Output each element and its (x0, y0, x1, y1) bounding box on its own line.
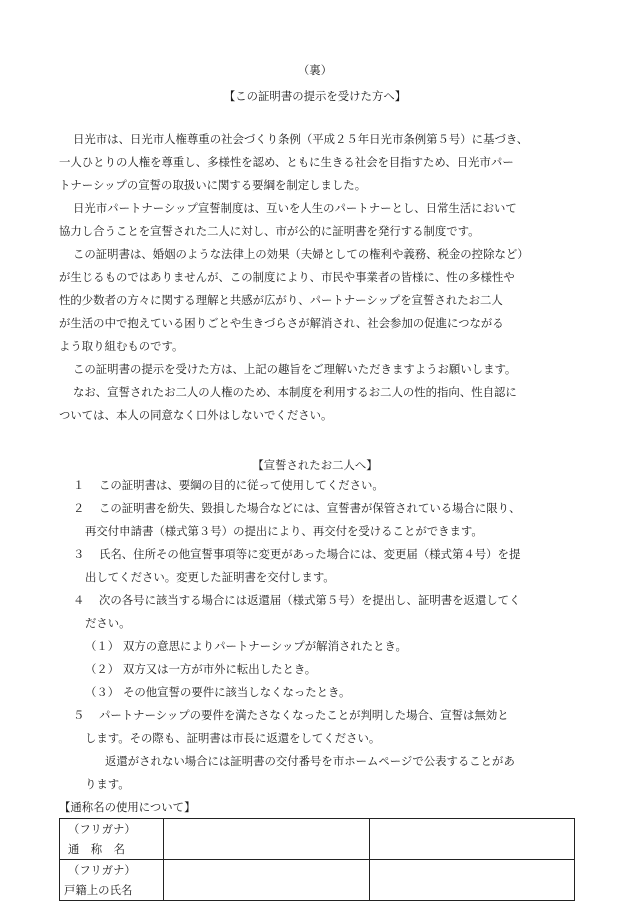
item-text: 双方の意思によりパートナーシップが解消されたとき。 (123, 639, 407, 653)
text-line: 返還がされない場合には証明書の交付番号を市ホームページで公表することがあ (105, 754, 515, 768)
text-line: この証明書は、婚姻のような法律上の効果（夫婦としての権利や義務、税金の控除など） (73, 247, 529, 261)
item-text: します。その際も、証明書は市長に返還をしてください。 (85, 731, 381, 745)
section-title: 【宣誓されたお二人へ】 (252, 458, 378, 472)
item-text: その他宣誓の要件に該当しなくなったとき。 (123, 685, 351, 699)
item-text: ださい。 (85, 616, 131, 630)
text-line: ります。 (85, 777, 130, 791)
table-row (60, 819, 575, 860)
text-line: 日光市パートナーシップ宣誓制度は、互いを人生のパートナーとし、日常生活において (73, 201, 517, 215)
furigana-label: （フリガナ） (68, 863, 136, 877)
nickname-label: 通 称 名 (68, 842, 125, 856)
registered-name-value-cell-2[interactable] (370, 860, 575, 901)
text-line: ついては、本人の同意なく口外はしないでください。 (59, 408, 333, 422)
item-number: ４ (73, 593, 85, 607)
item-text: パートナーシップの要件を満たさなくなったことが判明した場合、宣誓は無効と (99, 708, 509, 722)
item-text: この証明書を紛失、毀損した場合などには、宣誓書が保管されている場合に限り、 (99, 501, 521, 515)
registered-name-label: 戸籍上の氏名 (64, 883, 133, 897)
side-label: （裏） (297, 63, 333, 77)
nickname-table-title: 【通称名の使用について】 (59, 800, 196, 814)
text-line: が生活の中で抱えている困りごとや生きづらさが解消され、社会参加の促進につながる (59, 316, 504, 330)
text-line: よう取り組むものです。 (59, 339, 184, 353)
nickname-table (59, 818, 575, 901)
item-number: （３） (85, 685, 120, 699)
text-line: 一人ひとりの人権を尊重し、多様性を認め、ともに生きる社会を目指すため、日光市パー (59, 155, 514, 169)
text-line: なお、宣誓されたお二人の人権のため、本制度を利用するお二人の性的指向、性自認に (73, 385, 517, 399)
table-row (60, 860, 575, 901)
page-title: 【この証明書の提示を受けた方へ】 (223, 89, 407, 103)
text-line: 性的少数者の方々に関する理解と共感が広がり、パートナーシップを宣誓されたお二人 (59, 293, 503, 307)
item-text: 氏名、住所その他宣誓事項等に変更があった場合には、変更届（様式第４号）を提 (99, 547, 521, 561)
text-line: が生じるものではありませんが、この制度により、市民や事業者の皆様に、性の多様性や (59, 270, 515, 284)
item-text: 出してください。変更した証明書を交付します。 (85, 570, 335, 584)
nickname-value-cell-2[interactable] (370, 819, 575, 860)
text-line: 日光市は、日光市人権尊重の社会づくり条例（平成２５年日光市条例第５号）に基づき、 (73, 132, 529, 146)
item-text: 双方又は一方が市外に転出したとき。 (123, 662, 317, 676)
text-line: トナーシップの宣誓の取扱いに関する要綱を制定しました。 (59, 178, 367, 192)
text-line: 協力し合うことを宣誓された二人に対し、市が公的に証明書を発行する制度です。 (59, 224, 480, 238)
item-number: １ (73, 478, 85, 492)
item-text: この証明書は、要綱の目的に従って使用してください。 (99, 478, 384, 492)
item-number: ２ (73, 501, 85, 515)
item-number: ５ (73, 708, 85, 722)
item-text: 再交付申請書（様式第３号）の提出により、再交付を受けることができます。 (85, 524, 483, 538)
furigana-label: （フリガナ） (68, 822, 136, 836)
item-number: （２） (85, 662, 120, 676)
nickname-value-cell-1[interactable] (164, 819, 370, 860)
registered-name-label-cell (60, 860, 164, 901)
text-line: この証明書の提示を受けた方は、上記の趣旨をご理解いただきますようお願いします。 (73, 362, 517, 376)
item-text: 次の各号に該当する場合には返還届（様式第５号）を提出し、証明書を返還してく (99, 593, 521, 607)
nickname-label-cell (60, 819, 164, 860)
item-number: （１） (85, 639, 120, 653)
item-number: ３ (73, 547, 85, 561)
registered-name-value-cell-1[interactable] (164, 860, 370, 901)
